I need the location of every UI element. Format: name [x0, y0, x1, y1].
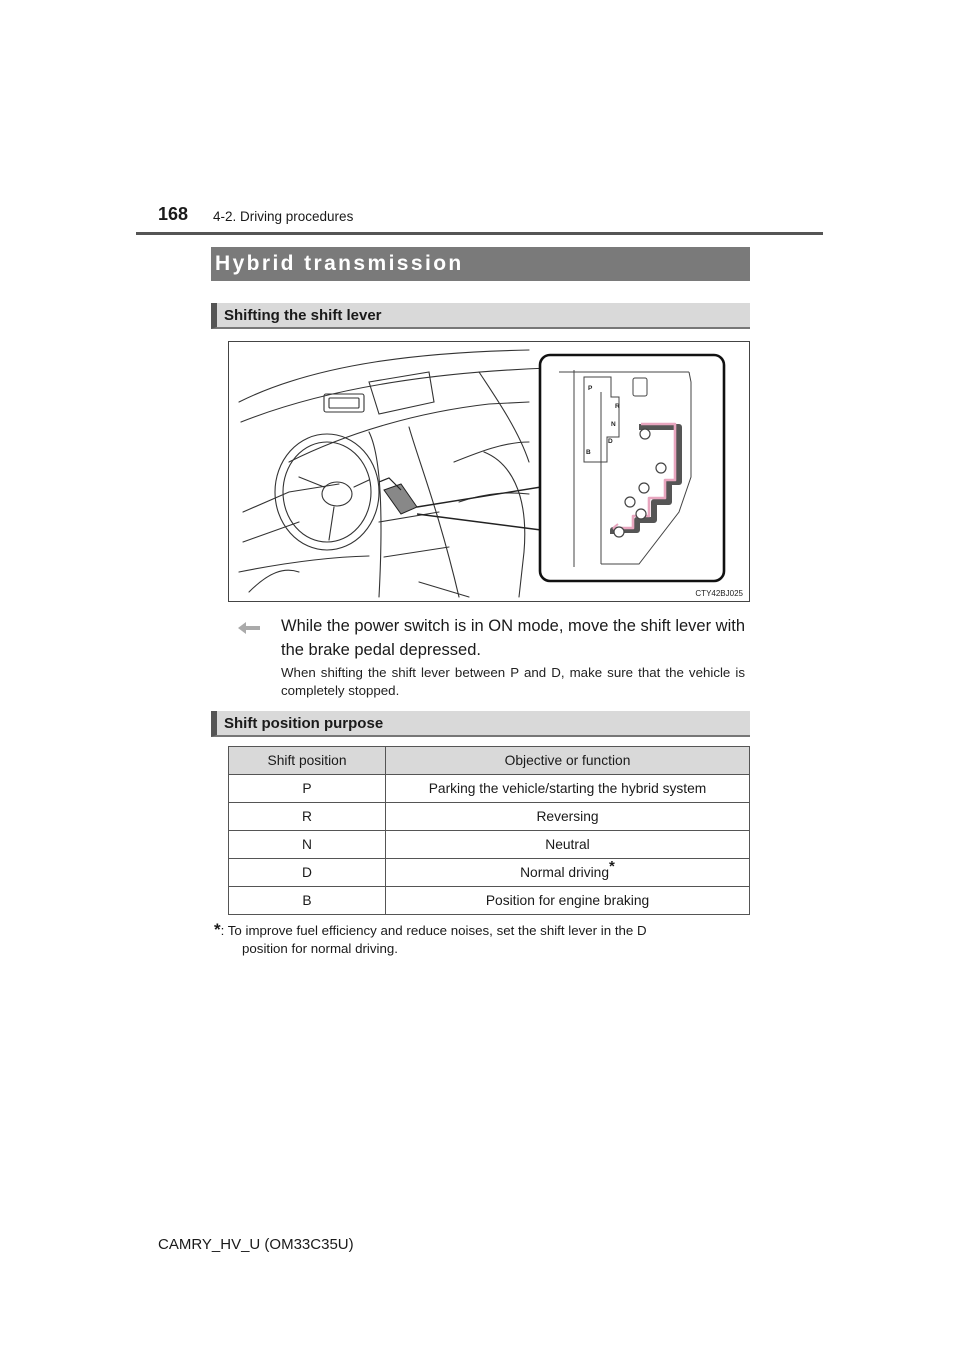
- note-text: When shifting the shift lever between P and D, make sure that the vehicle is completely stopped.: [281, 665, 745, 698]
- page-title: Hybrid transmission: [211, 247, 750, 281]
- column-header-function: Objective or function: [386, 747, 750, 775]
- cell-function: Neutral: [386, 831, 750, 859]
- gate-label-n: N: [611, 421, 616, 428]
- cell-position: N: [229, 831, 386, 859]
- footnote: [214, 921, 746, 958]
- cell-position: B: [229, 887, 386, 915]
- cell-function: Position for engine braking: [386, 887, 750, 915]
- subheading-shifting: Shifting the shift lever: [211, 303, 750, 329]
- left-arrow-icon: [236, 620, 262, 636]
- cell-function: Reversing: [386, 803, 750, 831]
- cell-position: D: [229, 859, 386, 887]
- table-row: [229, 775, 750, 803]
- footnote-marker: *: [609, 858, 615, 875]
- table-row: [229, 859, 750, 887]
- cell-function-text: Normal driving: [520, 865, 610, 880]
- section-breadcrumb: 4-2. Driving procedures: [213, 209, 354, 224]
- footnote-text: : To improve fuel efficiency and reduce noises, set the shift lever in the D: [220, 923, 647, 938]
- cell-position: R: [229, 803, 386, 831]
- header-divider: [136, 232, 823, 235]
- gate-label-p: P: [588, 385, 593, 392]
- gate-label-b: B: [586, 449, 591, 456]
- footnote-text-continued: position for normal driving.: [242, 941, 398, 956]
- footer-model-code: CAMRY_HV_U (OM33C35U): [158, 1236, 354, 1253]
- page-number: 168: [158, 204, 189, 224]
- table-row: [229, 887, 750, 915]
- cell-function: Parking the vehicle/starting the hybrid system: [386, 775, 750, 803]
- shift-position-table: [228, 746, 750, 915]
- column-header-position: Shift position: [229, 747, 386, 775]
- table-row: [229, 831, 750, 859]
- cell-function: [386, 859, 750, 887]
- gate-label-r: R: [615, 403, 620, 410]
- illustration-code: CTY42BJ025: [695, 589, 743, 598]
- instruction-text: While the power switch is in ON mode, move the shift lever with the brake pedal depressed.: [281, 617, 746, 659]
- shift-lever-illustration: [228, 341, 750, 602]
- table-row: [229, 803, 750, 831]
- subheading-purpose: Shift position purpose: [211, 711, 750, 737]
- table-header-row: [229, 747, 750, 775]
- cell-position: P: [229, 775, 386, 803]
- footnote-star: *: [214, 920, 221, 939]
- cabin-drawing: [229, 342, 749, 601]
- gate-label-d: D: [608, 438, 613, 445]
